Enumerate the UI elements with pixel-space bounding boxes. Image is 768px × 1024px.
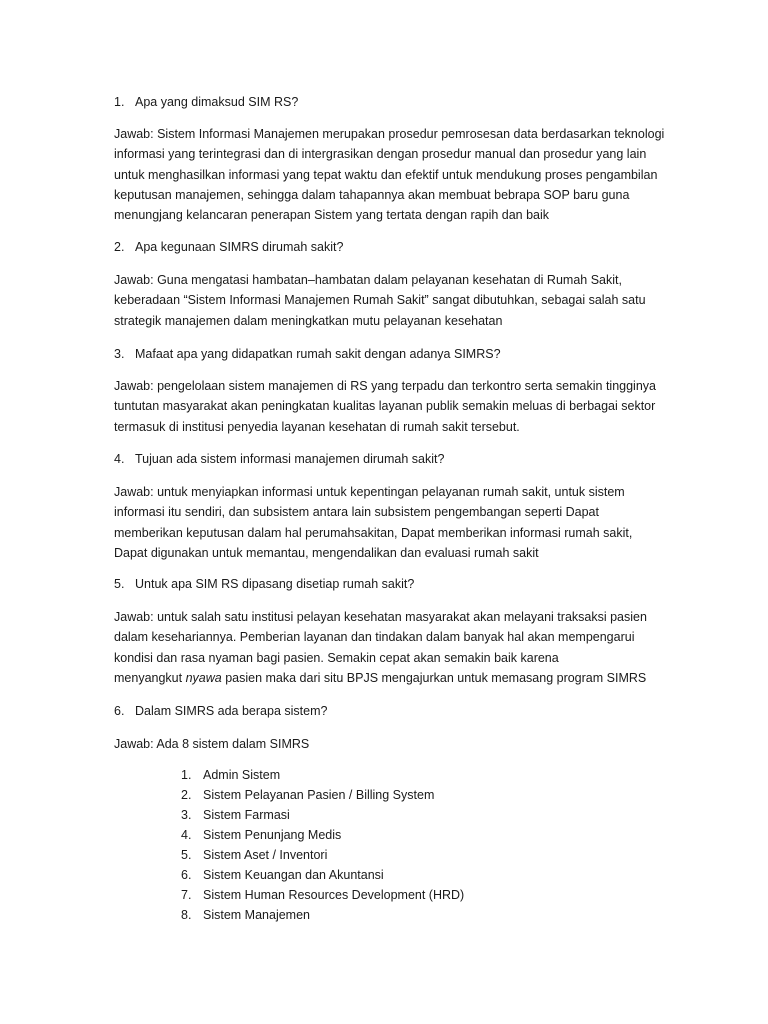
list-number: 4. (181, 828, 192, 842)
list-number: 2. (181, 788, 192, 802)
answer-3 (114, 376, 654, 437)
list-label: Sistem Human Resources Development (HRD) (203, 888, 465, 902)
list-number: 6. (181, 868, 192, 882)
list-label: Sistem Manajemen (203, 908, 310, 922)
list-item (181, 765, 464, 785)
answer-line: memberikan keputusan dalam hal perumahsakitan, Dapat memberikan informasi rumah sakit, (114, 525, 633, 540)
list-item (181, 885, 464, 905)
question-number: 5. (114, 577, 125, 591)
list-item (181, 905, 464, 925)
systems-list (181, 765, 464, 925)
answer-line: dalam kesehariannya. Pemberian layanan dan tindakan dalam banyak hal akan mempengarui (114, 630, 635, 645)
answer-1 (114, 124, 665, 225)
answer-2 (114, 270, 654, 331)
list-label: Sistem Pelayanan Pasien / Billing System (203, 788, 435, 802)
answer-4 (114, 482, 654, 563)
list-label: Sistem Farmasi (203, 808, 290, 822)
question-text: Mafaat apa yang didapatkan rumah sakit dengan adanya SIMRS? (135, 347, 501, 361)
question-text: Untuk apa SIM RS dipasang disetiap rumah sakit? (135, 577, 415, 591)
answer-line: Jawab: Guna mengatasi hambatan–hambatan dalam pelayanan kesehatan di Rumah Sakit, (114, 273, 622, 287)
answer-text: menyangkut (114, 670, 186, 685)
question-3 (114, 344, 501, 364)
answer-line: untuk menghasilkan informasi yang tepat waktu dan efektif untuk mendukung proses pengambilan (114, 167, 658, 182)
answer-line: kondisi dan rasa nyaman bagi pasien. Semakin cepat akan semakin baik karena (114, 650, 559, 665)
list-item (181, 865, 464, 885)
question-number: 6. (114, 704, 125, 718)
answer-line: Dapat digunakan untuk memantau, mengendalikan dan evaluasi rumah sakit (114, 545, 539, 560)
answer-line: keputusan manajemen, sehingga dalam tahapannya akan membuat bebrapa SOP baru guna (114, 187, 630, 202)
list-number: 1. (181, 768, 192, 782)
list-label: Sistem Penunjang Medis (203, 828, 342, 842)
list-item (181, 845, 464, 865)
answer-italic-text: nyawa (185, 670, 222, 685)
question-text: Dalam SIMRS ada berapa sistem? (135, 704, 328, 718)
question-number: 3. (114, 347, 125, 361)
answer-line: strategik manajemen dalam meningkatkan mutu pelayanan kesehatan (114, 313, 503, 328)
answer-text: pasien maka dari situ BPJS mengajurkan untuk memasang program SIMRS (221, 670, 647, 685)
answer-6 (114, 734, 654, 754)
answer-line: Jawab: pengelolaan sistem manajemen di RS yang terpadu dan terkontro serta semakin tingginya (114, 379, 656, 393)
question-6 (114, 701, 327, 721)
answer-5 (114, 607, 654, 688)
question-text: Apa kegunaan SIMRS dirumah sakit? (135, 240, 344, 254)
question-number: 4. (114, 452, 125, 466)
list-item (181, 825, 464, 845)
answer-line: informasi itu sendiri, dan subsistem antara lain subsistem pengembangan seperti Dapat (114, 505, 599, 520)
list-label: Sistem Keuangan dan Akuntansi (203, 868, 384, 882)
question-1 (114, 92, 298, 112)
question-5 (114, 574, 414, 594)
answer-line: tuntutan masyarakat akan peningkatan kualitas layanan publik semakin meluas di berbagai sektor (114, 399, 656, 414)
answer-line: informasi yang terintegrasi dan di intergrasikan dengan prosedur manual dan prosedur yang lain (114, 147, 647, 162)
answer-line: menungjang kelancaran penerapan Sistem yang tertata dengan rapih dan baik (114, 208, 550, 223)
answer-line: Jawab: Ada 8 sistem dalam SIMRS (114, 737, 310, 751)
list-label: Sistem Aset / Inventori (203, 848, 328, 862)
list-number: 5. (181, 848, 192, 862)
list-item (181, 805, 464, 825)
list-number: 8. (181, 908, 192, 922)
list-label: Admin Sistem (203, 768, 281, 782)
question-number: 1. (114, 95, 125, 109)
answer-line: Jawab: untuk menyiapkan informasi untuk kepentingan pelayanan rumah sakit, untuk sistem (114, 485, 625, 499)
list-number: 7. (181, 888, 192, 902)
answer-line: Jawab: Sistem Informasi Manajemen merupakan prosedur pemrosesan data berdasarkan teknologi (114, 127, 665, 141)
question-2 (114, 237, 343, 257)
question-4 (114, 449, 444, 469)
question-text: Tujuan ada sistem informasi manajemen dirumah sakit? (135, 452, 445, 466)
list-number: 3. (181, 808, 192, 822)
answer-line: termasuk di institusi penyedia layanan kesehatan di rumah sakit tersebut. (114, 419, 520, 434)
answer-line: keberadaan “Sistem Informasi Manajemen Rumah Sakit” sangat dibutuhkan, sebagai salah satu (114, 293, 646, 308)
list-item (181, 785, 464, 805)
question-text: Apa yang dimaksud SIM RS? (135, 95, 299, 109)
answer-line (114, 668, 654, 688)
question-number: 2. (114, 240, 125, 254)
answer-line: Jawab: untuk salah satu institusi pelayan kesehatan masyarakat akan melayani traksaksi pasien (114, 610, 647, 624)
